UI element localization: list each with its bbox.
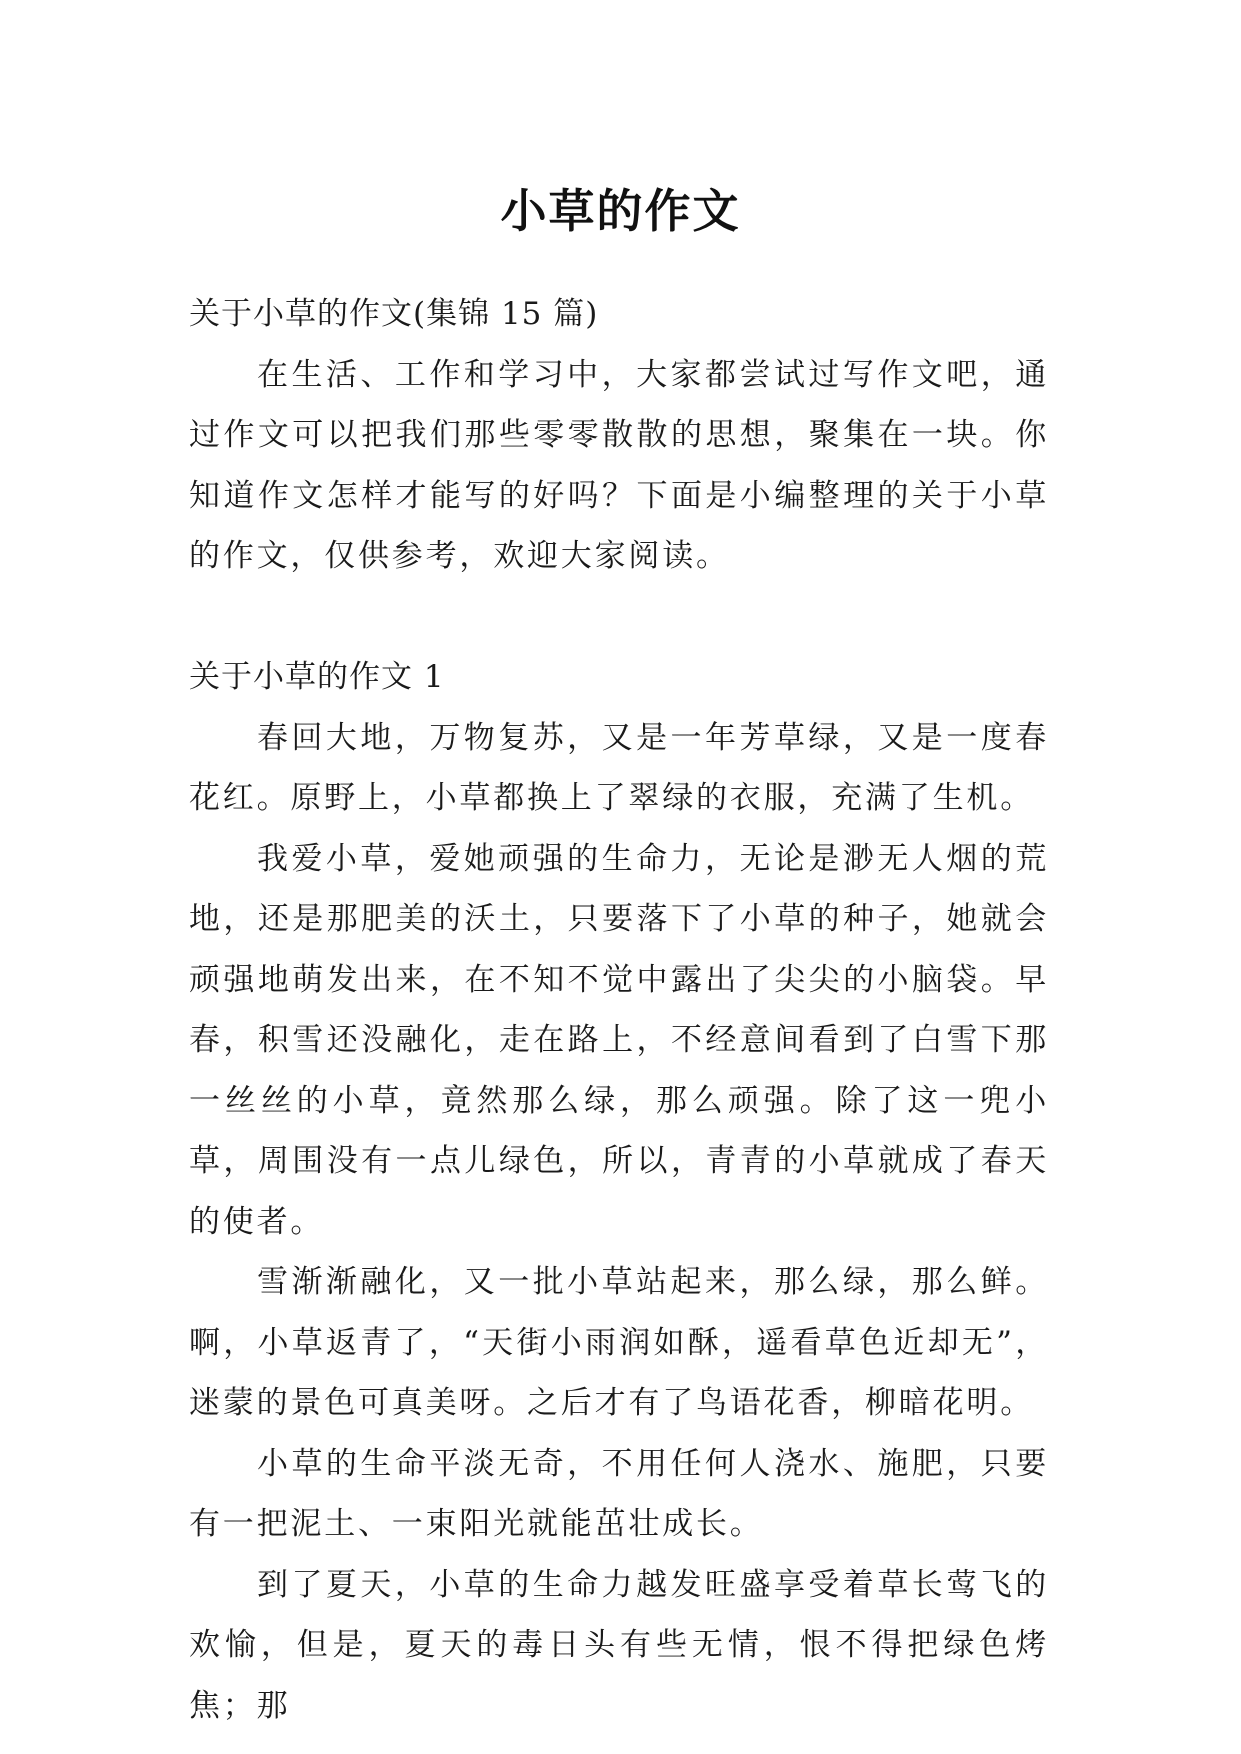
body-paragraph: 我爱小草，爱她顽强的生命力，无论是渺无人烟的荒地，还是那肥美的沃土，只要落下了小草的种子，她就会顽强地萌发出来，在不知不觉中露出了尖尖的小脑袋。早春，积雪还没融化，走在路上，不经意间看到了白雪下那一丝丝的小草，竟然那么绿，那么顽强。除了这一兜小草，周围没有一点儿绿色，所以，青青的小草就成了春天的使者。 <box>189 840 1049 1240</box>
document-body <box>189 284 1049 1736</box>
body-paragraph: 小草的生命平淡无奇，不用任何人浇水、施肥，只要有一把泥土、一束阳光就能茁壮成长。 <box>189 1445 1049 1542</box>
body-paragraph: 雪渐渐融化，又一批小草站起来，那么绿，那么鲜。啊，小草返青了，“天街小雨润如酥，遥看草色近却无”，迷蒙的景色可真美呀。之后才有了鸟语花香，柳暗花明。 <box>189 1264 1049 1421</box>
body-paragraph: 春回大地，万物复苏，又是一年芳草绿，又是一度春花红。原野上，小草都换上了翠绿的衣服，充满了生机。 <box>189 719 1049 816</box>
intro-paragraph: 在生活、工作和学习中，大家都尝试过写作文吧，通过作文可以把我们那些零零散散的思想，聚集在一块。你知道作文怎样才能写的好吗？下面是小编整理的关于小草的作文，仅供参考，欢迎大家阅读。 <box>189 356 1049 574</box>
body-paragraph: 到了夏天，小草的生命力越发旺盛享受着草长莺飞的欢愉，但是，夏天的毒日头有些无情，恨不得把绿色烤焦；那 <box>189 1566 1049 1724</box>
collection-subtitle: 关于小草的作文(集锦 15 篇) <box>189 296 599 332</box>
document-title: 小草的作文 <box>500 183 741 238</box>
section-spacer <box>189 587 1049 648</box>
section-heading: 关于小草的作文 1 <box>189 659 445 695</box>
